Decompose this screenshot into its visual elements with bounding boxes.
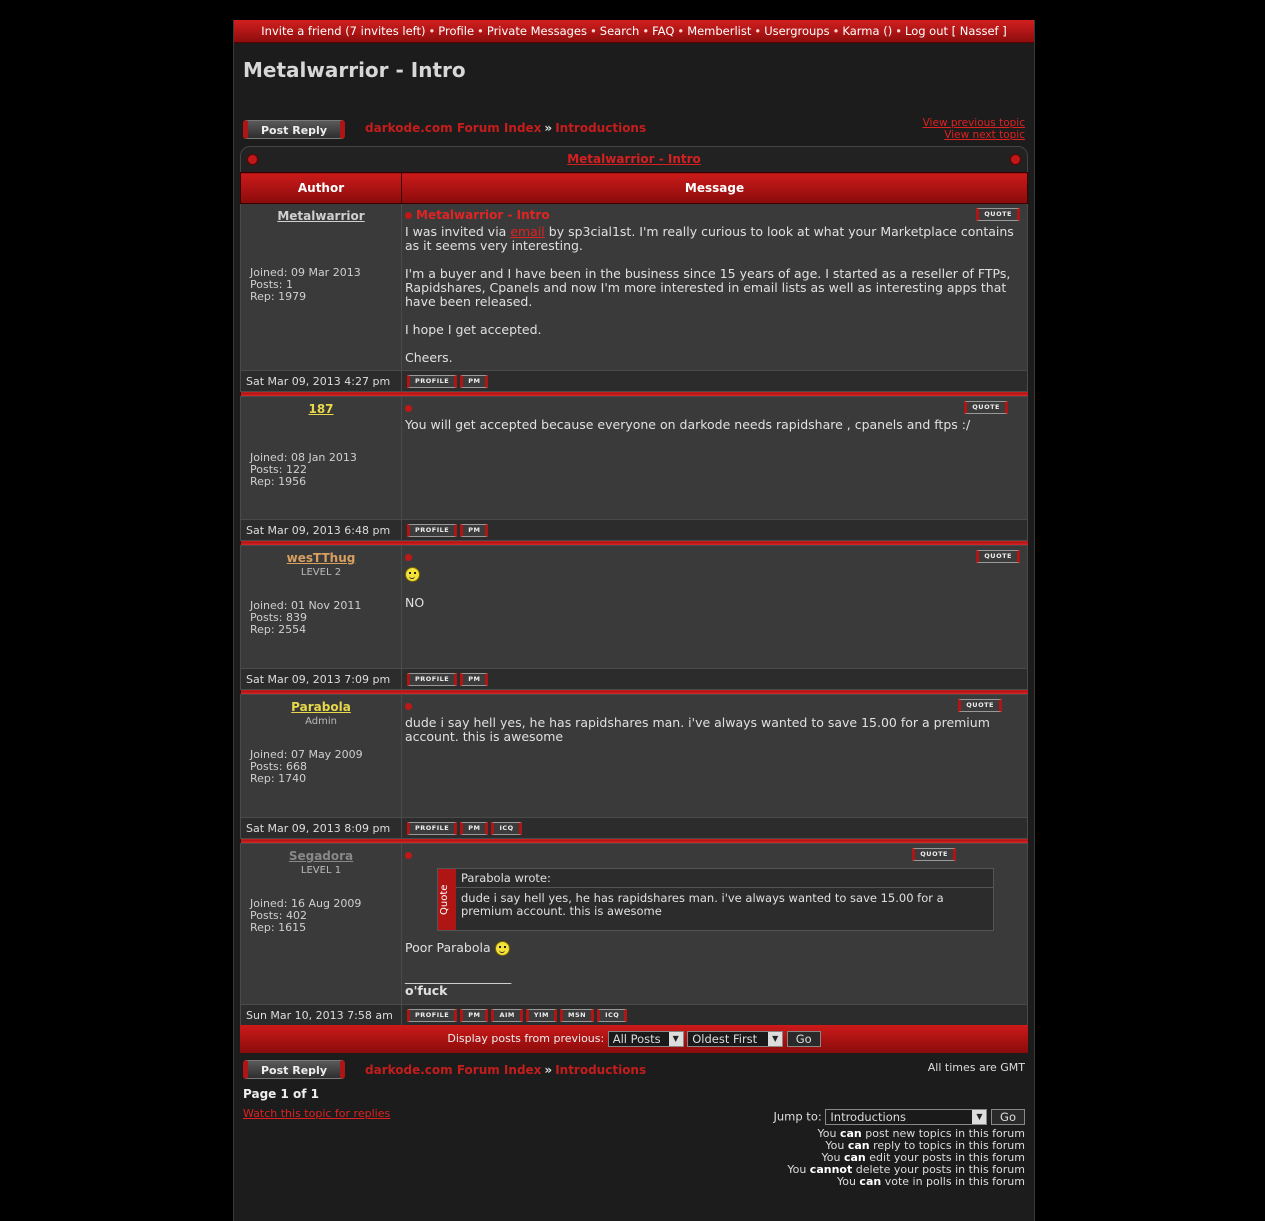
- post-body-paragraph: Cheers.: [405, 350, 453, 365]
- post-author-cell: [241, 695, 402, 818]
- display-go-button[interactable]: Go: [787, 1031, 821, 1047]
- watch-topic-link[interactable]: Watch this topic for replies: [243, 1107, 391, 1120]
- timezone-note: All times are GMT: [927, 1061, 1025, 1074]
- jump-to-label: Jump to:: [773, 1109, 822, 1124]
- post-body: NO: [405, 595, 425, 610]
- post-body: You will get accepted because everyone on darkode needs rapidshare , cpanels and ftps :/: [405, 417, 971, 432]
- profile-button[interactable]: PROFILE: [407, 375, 457, 388]
- post-footer: [241, 371, 1028, 392]
- quote-button[interactable]: QUOTE: [976, 550, 1020, 563]
- breadcrumb-bottom: darkode.com Forum Index » Introductions: [365, 1063, 647, 1077]
- topic-title-link[interactable]: Metalwarrior - Intro: [567, 152, 701, 166]
- quote-author: Parabola wrote:: [456, 869, 993, 888]
- chevron-down-icon: ▼: [972, 1110, 986, 1124]
- msn-button[interactable]: MSN: [560, 1009, 594, 1022]
- pm-button[interactable]: PM: [460, 673, 488, 686]
- nav-invite[interactable]: Invite a friend (7 invites left): [261, 24, 426, 38]
- pm-button[interactable]: PM: [460, 1009, 488, 1022]
- post-author-name[interactable]: Metalwarrior: [277, 209, 365, 223]
- post-author-name[interactable]: wesTThug: [286, 551, 356, 565]
- nav-faq[interactable]: FAQ: [652, 24, 675, 38]
- pm-button[interactable]: PM: [460, 524, 488, 537]
- display-label: Display posts from previous:: [447, 1032, 605, 1045]
- author-joined: Joined: 09 Mar 2013: [250, 266, 361, 279]
- post-date: Sat Mar 09, 2013 8:09 pm: [241, 818, 402, 839]
- post-footer: [241, 818, 1028, 839]
- nav-usergroups[interactable]: Usergroups: [764, 24, 830, 38]
- nav-karma[interactable]: Karma (): [842, 24, 893, 38]
- quote-label: Quote: [438, 869, 456, 930]
- post-footer: [241, 520, 1028, 541]
- post-date: Sat Mar 09, 2013 7:09 pm: [241, 669, 402, 690]
- signature-divider: _________________: [405, 969, 512, 984]
- breadcrumb: darkode.com Forum Index » Introductions: [365, 121, 647, 135]
- author-posts: Posts: 1: [250, 278, 293, 291]
- profile-button[interactable]: PROFILE: [407, 822, 457, 835]
- email-link[interactable]: email: [510, 224, 545, 239]
- post-bullet-icon: [405, 554, 412, 561]
- bar-dot-left-icon: [247, 154, 258, 165]
- quote-button[interactable]: QUOTE: [958, 699, 1002, 712]
- post-author-cell: [241, 844, 402, 1005]
- author-info: [250, 267, 397, 303]
- profile-button[interactable]: PROFILE: [407, 1009, 457, 1022]
- smiley-icon: [405, 567, 420, 582]
- topic-nav-links: [923, 117, 1025, 141]
- post-bullet-icon: [405, 852, 412, 859]
- sort-order-select[interactable]: Oldest First ▼: [687, 1031, 783, 1047]
- page-container: [233, 20, 1035, 1221]
- nav-private-messages[interactable]: Private Messages: [486, 24, 587, 38]
- post-body-paragraph: I'm a buyer and I have been in the business since 15 years of age. I started as a reseller of FTPs, Rapidshares, Cpanels and now I'm more interested in email lists as well as interesting apps that have been released.: [405, 266, 1011, 309]
- author-info: Joined: 16 Aug 2009 Posts: 402 Rep: 1615: [250, 897, 362, 934]
- post-message-cell: [402, 695, 1028, 818]
- post-row: [241, 397, 1028, 520]
- author-rank: LEVEL 1: [300, 865, 342, 876]
- pm-button[interactable]: PM: [460, 822, 488, 835]
- signature: o'fuck: [405, 983, 448, 998]
- profile-button[interactable]: PROFILE: [407, 673, 457, 686]
- post-author-cell: [241, 204, 402, 371]
- post-date: Sat Mar 09, 2013 6:48 pm: [241, 520, 402, 541]
- post-reply-button[interactable]: Post Reply: [243, 120, 345, 139]
- post-row: [241, 204, 1028, 371]
- post-bullet-icon: [405, 212, 412, 219]
- author-rank: Admin: [305, 716, 337, 727]
- jump-to-box: [773, 1109, 1025, 1125]
- post-date: Sat Mar 09, 2013 4:27 pm: [241, 371, 402, 392]
- post-author-cell: [241, 546, 402, 669]
- post-row: [241, 695, 1028, 818]
- post-footer: [241, 1005, 1028, 1026]
- post-row: [241, 546, 1028, 669]
- icq-button[interactable]: ICQ: [491, 822, 521, 835]
- author-column-header: Author: [241, 173, 402, 204]
- top-nav: Invite a friend (7 invites left) • Profile • Private Messages • Search • FAQ • Memberlist • Usergroups • Karma () • Log out [ Nassef ]: [234, 20, 1034, 43]
- author-info: Joined: 01 Nov 2011 Posts: 839 Rep: 2554: [250, 599, 362, 636]
- quote-body: dude i say hell yes, he has rapidshares man. i've always wanted to save 15.00 for a premium account. this is awesome: [461, 891, 944, 918]
- nav-memberlist[interactable]: Memberlist: [687, 24, 752, 38]
- quote-button[interactable]: QUOTE: [976, 208, 1020, 221]
- bar-dot-right-icon: [1010, 154, 1021, 165]
- forum-permissions: You can post new topics in this forum You can reply to topics in this forum You can edit your posts in this forum You cannot delete your posts in this forum You can vote in polls in this forum: [787, 1127, 1025, 1188]
- profile-button[interactable]: PROFILE: [407, 524, 457, 537]
- post-message-cell: [402, 546, 1028, 669]
- breadcrumb-forum-index[interactable]: darkode.com Forum Index: [365, 1063, 542, 1077]
- quote-block: [437, 868, 994, 931]
- breadcrumb-introductions[interactable]: Introductions: [555, 121, 647, 135]
- post-body-paragraph: I hope I get accepted.: [405, 322, 542, 337]
- page-title: Metalwarrior - Intro: [243, 58, 466, 82]
- post-author-cell: [241, 397, 402, 520]
- post-reply-button-bottom[interactable]: Post Reply: [243, 1060, 345, 1079]
- post-body: dude i say hell yes, he has rapidshares man. i've always wanted to save 15.00 for a premium account. this is awesome: [405, 715, 990, 744]
- view-previous-topic-link[interactable]: View previous topic: [922, 117, 1025, 129]
- breadcrumb-forum-index[interactable]: darkode.com Forum Index: [365, 121, 542, 135]
- icq-button[interactable]: ICQ: [597, 1009, 627, 1022]
- post-message-cell: [402, 397, 1028, 520]
- yim-button[interactable]: YIM: [526, 1009, 557, 1022]
- post-message-cell: QUOTE Metalwarrior - Intro I was invited via email by sp3cial1st. I'm really curious to look at what your Marketplace contains as it seems very interesting. I'm a buyer and I have been in the business since 15 years of age. I started as a reseller of FTPs, Rapidshares, Cpanels and now I'm more interested in email lists as well as interesting apps that have been released. I hope I get accepted. Cheers.: [402, 204, 1028, 371]
- post-author-name[interactable]: Segadora: [288, 849, 354, 863]
- nav-search[interactable]: Search: [599, 24, 640, 38]
- chevron-down-icon: ▼: [768, 1032, 782, 1046]
- post-author-name[interactable]: Parabola: [291, 700, 351, 714]
- view-next-topic-link[interactable]: View next topic: [944, 129, 1025, 141]
- jump-to-select[interactable]: Introductions ▼: [825, 1109, 987, 1125]
- posts-table: [240, 172, 1028, 1026]
- post-bullet-icon: [405, 405, 412, 412]
- post-body: Poor Parabola: [405, 940, 491, 955]
- author-info: Joined: 08 Jan 2013 Posts: 122 Rep: 1956: [250, 451, 357, 488]
- post-footer: [241, 669, 1028, 690]
- post-row: [241, 844, 1028, 1005]
- quote-button[interactable]: QUOTE: [964, 401, 1008, 414]
- topic-header-bar: [240, 146, 1028, 173]
- post-message-cell: [402, 844, 1028, 1005]
- jump-go-button[interactable]: Go: [991, 1109, 1025, 1125]
- breadcrumb-introductions[interactable]: Introductions: [555, 1063, 647, 1077]
- author-rank: LEVEL 2: [300, 567, 342, 578]
- post-subject: Metalwarrior - Intro: [416, 208, 550, 222]
- quote-button[interactable]: QUOTE: [912, 848, 956, 861]
- post-bullet-icon: [405, 703, 412, 710]
- chevron-down-icon: ▼: [669, 1032, 683, 1046]
- post-author-name[interactable]: 187: [308, 402, 334, 416]
- page-count: Page 1 of 1: [243, 1087, 319, 1101]
- author-info: Joined: 07 May 2009 Posts: 668 Rep: 1740: [250, 748, 363, 785]
- aim-button[interactable]: AIM: [491, 1009, 522, 1022]
- post-date: Sun Mar 10, 2013 7:58 am: [241, 1005, 402, 1026]
- nav-logout[interactable]: Log out [ Nassef ]: [904, 24, 1007, 38]
- message-column-header: Message: [402, 173, 1028, 204]
- author-rep: Rep: 1979: [250, 290, 307, 303]
- posts-days-select[interactable]: All Posts ▼: [608, 1031, 684, 1047]
- pm-button[interactable]: PM: [460, 375, 488, 388]
- smiley-icon: [495, 941, 510, 956]
- nav-profile[interactable]: Profile: [438, 24, 475, 38]
- display-options-bar: [240, 1025, 1028, 1053]
